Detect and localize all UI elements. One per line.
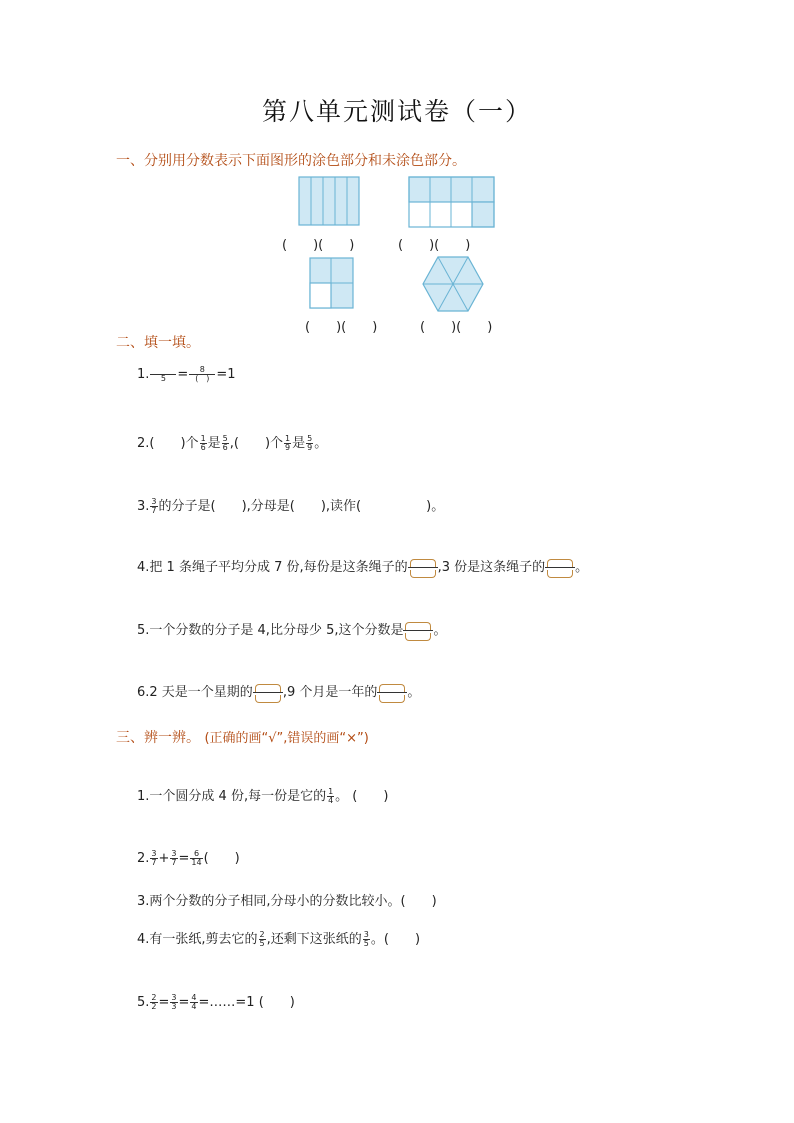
answer-blank-figure-1[interactable]: ( )( ) [282, 238, 355, 253]
question-2-6: 6.2 天是一个星期的 ,9 个月是一年的 。 [137, 681, 420, 704]
question-3-1: 1.一个圆分成 4 份,每一份是它的 $\frac{1}{4}$ 。 ( ) [137, 787, 389, 805]
section-2-heading: 二、填一填。 [116, 335, 200, 351]
fraction: $\frac{3}{3}$ [171, 993, 177, 1011]
figure-rect-8-cells [408, 176, 495, 228]
question-2-2: 2.( )个 $\frac{1}{6}$ 是 $\frac{5}{6}$ ,( )个 $\frac{1}{9}$ 是 $\frac{5}{9}$ 。 [137, 434, 328, 452]
figure-hexagon-6-triangles [422, 256, 484, 312]
answer-blank-figure-3[interactable]: ( )( ) [305, 320, 378, 335]
fraction: $\frac{3}{7}$ [151, 497, 157, 515]
question-3-2: 2. $\frac{3}{7}$ + $\frac{3}{7}$ = $\frac{6}{14}$ ( ) [137, 849, 240, 867]
q-number: 1. [137, 367, 150, 382]
fraction: $\frac{3}{7}$ [151, 849, 157, 867]
section-1-heading: 一、分别用分数表示下面图形的涂色部分和未涂色部分。 [116, 153, 466, 169]
fraction-blank-over-5[interactable]: 5 [150, 366, 176, 383]
answer-blank-figure-4[interactable]: ( )( ) [420, 320, 493, 335]
question-3-5: 5. $\frac{2}{2}$ = $\frac{3}{3}$ = $\frac{4}{4}$ =……=1 ( ) [137, 993, 295, 1011]
fraction-answer-blank[interactable] [408, 557, 438, 579]
fraction: $\frac{1}{6}$ [200, 434, 206, 452]
fraction: $\frac{3}{7}$ [171, 849, 177, 867]
question-3-4: 4.有一张纸,剪去它的 $\frac{2}{5}$ ,还剩下这张纸的 $\frac{3}{5}$ 。( ) [137, 930, 421, 948]
question-3-3: 3.两个分数的分子相同,分母小的分数比较小。( ) [137, 894, 437, 909]
question-2-4: 4.把 1 条绳子平均分成 7 份,每份是这条绳子的 ,3 份是这条绳子的 。 [137, 556, 588, 579]
figure-rect-5-strips [298, 176, 360, 226]
fraction: $\frac{5}{9}$ [307, 434, 313, 452]
question-2-1: 1. 5 = $\frac{8}{( )}$ =1 [137, 365, 236, 383]
fraction: $\frac{2}{2}$ [151, 993, 157, 1011]
question-2-5: 5.一个分数的分子是 4,比分母少 5,这个分数是 。 [137, 619, 447, 642]
fraction: $\frac{3}{5}$ [363, 930, 369, 948]
page-title: 第八单元测试卷（一） [261, 97, 532, 126]
fraction-8-over-blank[interactable]: $\frac{8}{( )}$ [189, 366, 215, 383]
fraction: $\frac{1}{4}$ [328, 787, 334, 805]
fraction-answer-blank[interactable] [253, 682, 283, 704]
fraction: $\frac{4}{4}$ [191, 993, 197, 1011]
fraction: $\frac{6}{14}$ [191, 849, 202, 867]
section-3-heading: 三、辨一辨。 (正确的画“√”,错误的画“×”) [116, 730, 369, 746]
section-3-note: (正确的画“√”,错误的画“×”) [204, 731, 369, 746]
question-2-3: 3. $\frac{3}{7}$ 的分子是( ),分母是( ),读作( )。 [137, 497, 445, 515]
fraction: $\frac{5}{6}$ [222, 434, 228, 452]
figure-square-4-cells [309, 257, 354, 309]
fraction: $\frac{2}{5}$ [259, 930, 265, 948]
answer-blank-figure-2[interactable]: ( )( ) [398, 238, 471, 253]
fraction: $\frac{1}{9}$ [285, 434, 291, 452]
fraction-answer-blank[interactable] [377, 682, 407, 704]
fraction-answer-blank[interactable] [403, 620, 433, 642]
fraction-answer-blank[interactable] [545, 557, 575, 579]
